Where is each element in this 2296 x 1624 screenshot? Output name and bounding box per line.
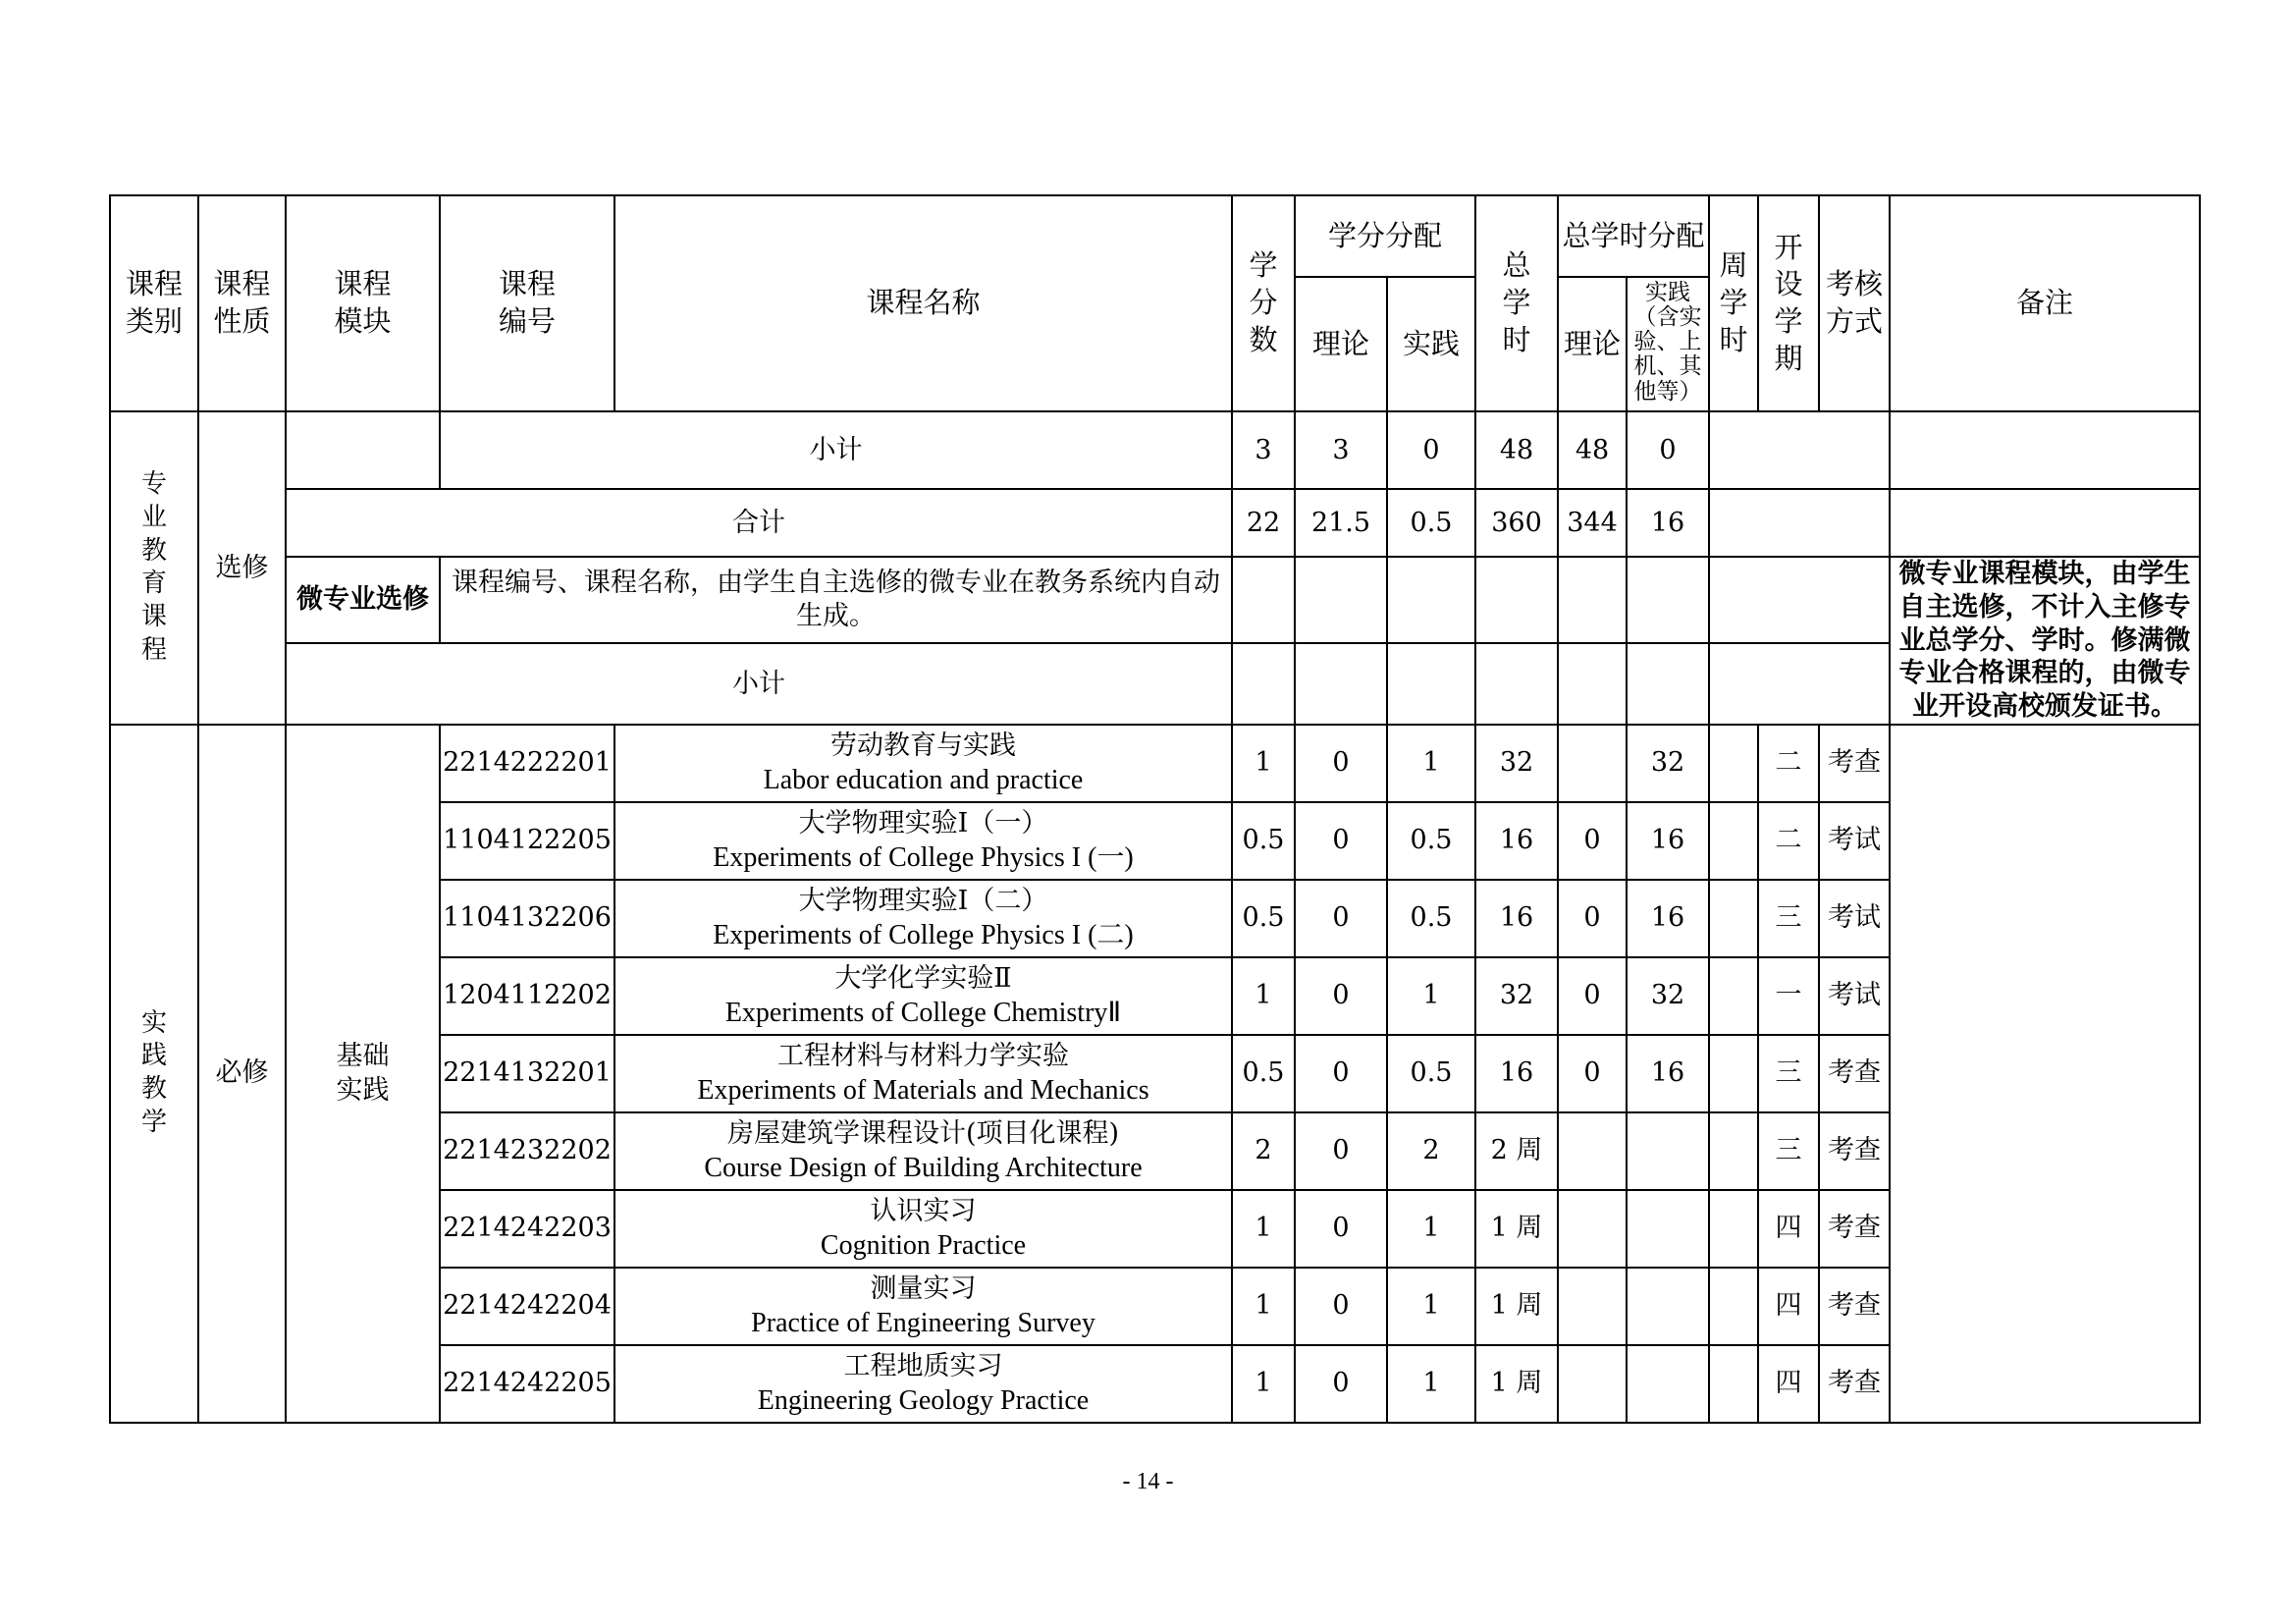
- course-name-zh: 测量实习: [870, 1272, 977, 1304]
- header-course-name: 课程名称: [614, 195, 1232, 411]
- course-total-hours: 1 周: [1475, 1190, 1558, 1268]
- course-hours-theory: [1558, 1112, 1627, 1190]
- practice-remarks: [1890, 725, 2200, 1423]
- course-name: [614, 1268, 1232, 1345]
- course-semester: 三: [1758, 1112, 1819, 1190]
- course-credits: 2: [1232, 1112, 1295, 1190]
- course-credits: 1: [1232, 1345, 1295, 1423]
- course-name-zh: 大学化学实验Ⅱ: [834, 962, 1012, 994]
- prof-total-credits: 22: [1232, 489, 1295, 557]
- course-hours-theory: 0: [1558, 880, 1627, 957]
- header-code: 课程编号: [440, 195, 614, 411]
- prof-subtotal-credits: 3: [1232, 411, 1295, 489]
- course-semester: 四: [1758, 1345, 1819, 1423]
- course-assessment: 考试: [1819, 880, 1890, 957]
- course-credit-theory: 0: [1295, 957, 1387, 1035]
- header-credits: 学分数: [1232, 195, 1295, 411]
- micro-credits: [1232, 557, 1295, 643]
- course-name-en: Course Design of Building Architecture: [704, 1152, 1143, 1183]
- page-number: - 14 -: [1122, 1469, 1174, 1494]
- header-assessment: 考核方式: [1819, 195, 1890, 411]
- prof-subtotal-hours-theory: 48: [1558, 411, 1627, 489]
- micro-subtotal-hours-theory: [1558, 643, 1627, 725]
- course-hours-practice: 16: [1627, 802, 1709, 880]
- course-assessment: 考查: [1819, 1268, 1890, 1345]
- course-credit-practice: 1: [1387, 1268, 1475, 1345]
- course-hours-practice: [1627, 1345, 1709, 1423]
- curriculum-table: [109, 194, 2201, 1424]
- prof-total-total-hours: 360: [1475, 489, 1558, 557]
- course-semester: 二: [1758, 802, 1819, 880]
- prof-subtotal-credit-theory: 3: [1295, 411, 1387, 489]
- header-weekly-hours: 周学时: [1709, 195, 1758, 411]
- course-assessment: 考查: [1819, 725, 1890, 802]
- course-total-hours: 16: [1475, 1035, 1558, 1112]
- course-code: 2214222201: [440, 725, 614, 802]
- course-credits: 0.5: [1232, 880, 1295, 957]
- prof-subtotal-credit-practice: 0: [1387, 411, 1475, 489]
- course-total-hours: 16: [1475, 802, 1558, 880]
- prof-total-empty: [1709, 489, 1890, 557]
- course-hours-practice: 16: [1627, 880, 1709, 957]
- prof-total-hours-practice: 16: [1627, 489, 1709, 557]
- course-credits: 0.5: [1232, 1035, 1295, 1112]
- course-weekly-hours: [1709, 880, 1758, 957]
- micro-subtotal-total-hours: [1475, 643, 1558, 725]
- course-name-en: Experiments of College ChemistryⅡ: [724, 997, 1122, 1028]
- course-name: [614, 957, 1232, 1035]
- course-hours-practice: 16: [1627, 1035, 1709, 1112]
- course-credit-theory: 0: [1295, 1345, 1387, 1423]
- course-credit-theory: 0: [1295, 880, 1387, 957]
- course-name: [614, 1190, 1232, 1268]
- course-assessment: 考试: [1819, 957, 1890, 1035]
- header-credit-practice: 实践: [1387, 277, 1475, 411]
- course-code: 2214232202: [440, 1112, 614, 1190]
- course-code: 2214242204: [440, 1268, 614, 1345]
- course-name-en: Engineering Geology Practice: [757, 1384, 1090, 1416]
- practice-module: 基础实践: [286, 725, 440, 1423]
- micro-hours-theory: [1558, 557, 1627, 643]
- course-weekly-hours: [1709, 1035, 1758, 1112]
- course-weekly-hours: [1709, 1112, 1758, 1190]
- course-credit-practice: 1: [1387, 957, 1475, 1035]
- course-credit-practice: 2: [1387, 1112, 1475, 1190]
- header-total-hours: 总学时: [1475, 195, 1558, 411]
- course-total-hours: 32: [1475, 725, 1558, 802]
- micro-subtotal-label: 小计: [286, 643, 1232, 725]
- spacer-cell: [286, 411, 440, 489]
- course-name-en: Practice of Engineering Survey: [751, 1307, 1095, 1338]
- micro-module: 微专业选修: [286, 557, 440, 643]
- course-credit-theory: 0: [1295, 725, 1387, 802]
- course-credit-practice: 0.5: [1387, 802, 1475, 880]
- header-credit-distribution: 学分分配: [1295, 195, 1475, 277]
- header-nature: 课程性质: [198, 195, 286, 411]
- prof-category: 专业教育课程: [110, 411, 198, 725]
- course-name-zh: 房屋建筑学课程设计(项目化课程): [726, 1117, 1120, 1149]
- header-semester: 开设学期: [1758, 195, 1819, 411]
- micro-subtotal-credit-theory: [1295, 643, 1387, 725]
- course-name-zh: 劳动教育与实践: [830, 730, 1016, 761]
- course-semester: 三: [1758, 880, 1819, 957]
- header-hours-distribution: 总学时分配: [1558, 195, 1709, 277]
- course-name-zh: 大学物理实验Ⅰ（二）: [798, 885, 1048, 916]
- course-hours-theory: 0: [1558, 802, 1627, 880]
- course-code: 2214242205: [440, 1345, 614, 1423]
- micro-description: 课程编号、课程名称，由学生自主选修的微专业在教务系统内自动生成。: [440, 557, 1232, 643]
- course-hours-theory: [1558, 725, 1627, 802]
- course-assessment: 考查: [1819, 1190, 1890, 1268]
- course-weekly-hours: [1709, 1268, 1758, 1345]
- prof-subtotal-label: 小计: [440, 411, 1232, 489]
- micro-total-hours: [1475, 557, 1558, 643]
- course-code: 1204112202: [440, 957, 614, 1035]
- course-name-en: Experiments of College Physics I (一): [713, 841, 1134, 873]
- prof-subtotal-total-hours: 48: [1475, 411, 1558, 489]
- course-name: [614, 1112, 1232, 1190]
- course-hours-theory: 0: [1558, 957, 1627, 1035]
- course-credit-practice: 1: [1387, 725, 1475, 802]
- micro-empty: [1709, 557, 1890, 643]
- course-hours-theory: 0: [1558, 1035, 1627, 1112]
- prof-subtotal-remarks: [1890, 411, 2200, 489]
- header-module: 课程模块: [286, 195, 440, 411]
- course-assessment: 考查: [1819, 1345, 1890, 1423]
- header-hours-practice: 实践（含实验、上机、其他等）: [1627, 277, 1709, 411]
- course-credit-practice: 0.5: [1387, 880, 1475, 957]
- course-code: 1104132206: [440, 880, 614, 957]
- table-row: [110, 725, 2200, 802]
- practice-category: 实践教学: [110, 725, 198, 1423]
- course-total-hours: 16: [1475, 880, 1558, 957]
- prof-total-label: 合计: [286, 489, 1232, 557]
- course-code: 1104122205: [440, 802, 614, 880]
- course-credits: 1: [1232, 1190, 1295, 1268]
- course-name-en: Labor education and practice: [763, 764, 1084, 795]
- prof-total-credit-theory: 21.5: [1295, 489, 1387, 557]
- micro-subtotal-credits: [1232, 643, 1295, 725]
- course-assessment: 考试: [1819, 802, 1890, 880]
- course-credits: 1: [1232, 957, 1295, 1035]
- header-remarks: 备注: [1890, 195, 2200, 411]
- course-weekly-hours: [1709, 725, 1758, 802]
- course-hours-theory: [1558, 1268, 1627, 1345]
- micro-credit-practice: [1387, 557, 1475, 643]
- prof-total-hours-theory: 344: [1558, 489, 1627, 557]
- course-credit-practice: 0.5: [1387, 1035, 1475, 1112]
- course-weekly-hours: [1709, 1345, 1758, 1423]
- course-name: [614, 725, 1232, 802]
- course-semester: 一: [1758, 957, 1819, 1035]
- practice-section: [110, 725, 2200, 1423]
- course-name-zh: 工程地质实习: [843, 1350, 1003, 1381]
- course-total-hours: 1 周: [1475, 1345, 1558, 1423]
- course-code: 2214132201: [440, 1035, 614, 1112]
- course-name-en: Experiments of Materials and Mechanics: [697, 1074, 1149, 1106]
- course-semester: 四: [1758, 1268, 1819, 1345]
- course-code: 2214242203: [440, 1190, 614, 1268]
- course-assessment: 考查: [1819, 1112, 1890, 1190]
- course-credit-theory: 0: [1295, 1190, 1387, 1268]
- course-name: [614, 880, 1232, 957]
- course-hours-practice: 32: [1627, 725, 1709, 802]
- course-total-hours: 1 周: [1475, 1268, 1558, 1345]
- course-name-zh: 工程材料与材料力学实验: [777, 1040, 1069, 1071]
- course-credit-theory: 0: [1295, 1035, 1387, 1112]
- course-weekly-hours: [1709, 802, 1758, 880]
- course-weekly-hours: [1709, 1190, 1758, 1268]
- course-hours-practice: [1627, 1268, 1709, 1345]
- micro-hours-practice: [1627, 557, 1709, 643]
- course-hours-practice: 32: [1627, 957, 1709, 1035]
- micro-credit-theory: [1295, 557, 1387, 643]
- course-name: [614, 1035, 1232, 1112]
- course-total-hours: 2 周: [1475, 1112, 1558, 1190]
- practice-nature: 必修: [198, 725, 286, 1423]
- course-total-hours: 32: [1475, 957, 1558, 1035]
- course-semester: 二: [1758, 725, 1819, 802]
- header-category: 课程类别: [110, 195, 198, 411]
- header-hours-theory: 理论: [1558, 277, 1627, 411]
- micro-subtotal-credit-practice: [1387, 643, 1475, 725]
- course-semester: 四: [1758, 1190, 1819, 1268]
- course-credit-theory: 0: [1295, 802, 1387, 880]
- micro-subtotal-hours-practice: [1627, 643, 1709, 725]
- course-name-en: Cognition Practice: [820, 1229, 1027, 1261]
- prof-subtotal-hours-practice: 0: [1627, 411, 1709, 489]
- course-name: [614, 802, 1232, 880]
- prof-total-remarks: [1890, 489, 2200, 557]
- course-semester: 三: [1758, 1035, 1819, 1112]
- course-hours-theory: [1558, 1190, 1627, 1268]
- course-name: [614, 1345, 1232, 1423]
- course-credit-practice: 1: [1387, 1190, 1475, 1268]
- course-credits: 1: [1232, 1268, 1295, 1345]
- header-credit-theory: 理论: [1295, 277, 1387, 411]
- course-weekly-hours: [1709, 957, 1758, 1035]
- prof-subtotal-empty: [1709, 411, 1890, 489]
- course-hours-practice: [1627, 1190, 1709, 1268]
- course-name-zh: 大学物理实验Ⅰ（一）: [798, 807, 1048, 839]
- course-assessment: 考查: [1819, 1035, 1890, 1112]
- course-hours-practice: [1627, 1112, 1709, 1190]
- course-credit-theory: 0: [1295, 1268, 1387, 1345]
- course-credits: 0.5: [1232, 802, 1295, 880]
- prof-nature: 选修: [198, 411, 286, 725]
- micro-remarks-note: 微专业课程模块，由学生自主选修，不计入主修专业总学分、学时。修满微专业合格课程的，由微专业开设高校颁发证书。: [1890, 557, 2200, 725]
- course-name-en: Experiments of College Physics I (二): [713, 919, 1134, 950]
- course-credit-theory: 0: [1295, 1112, 1387, 1190]
- course-credit-practice: 1: [1387, 1345, 1475, 1423]
- prof-total-credit-practice: 0.5: [1387, 489, 1475, 557]
- course-name-zh: 认识实习: [870, 1195, 977, 1226]
- micro-subtotal-empty: [1709, 643, 1890, 725]
- course-credits: 1: [1232, 725, 1295, 802]
- course-hours-theory: [1558, 1345, 1627, 1423]
